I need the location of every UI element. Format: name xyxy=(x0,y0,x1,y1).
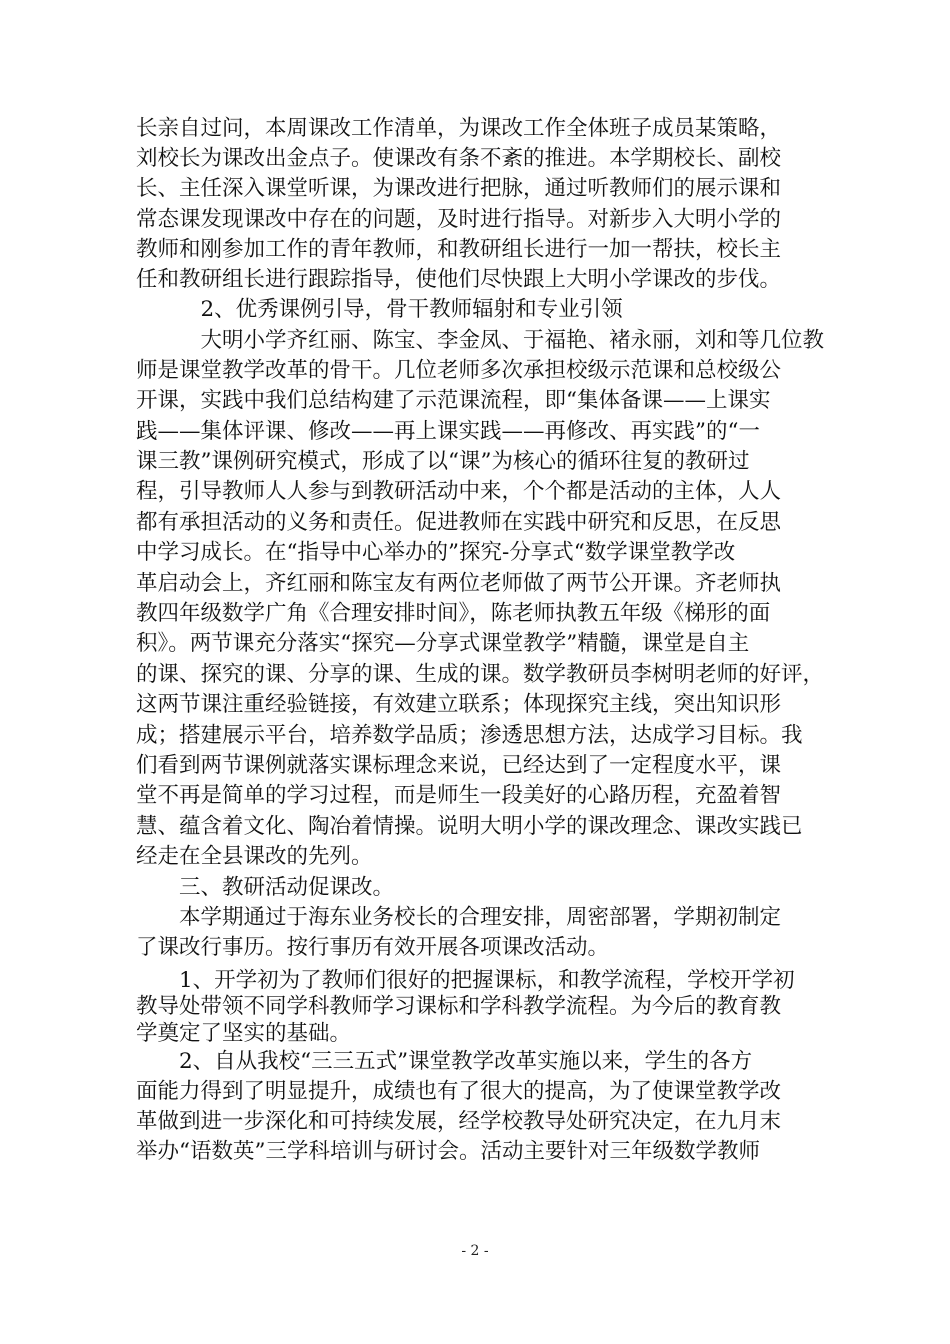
text-line: 都有承担活动的义务和责任。促进教师在实践中研究和反思，在反思 xyxy=(136,509,782,535)
section-excellent-lessons xyxy=(136,295,826,964)
text-line: 刘校长为课改出金点子。使课改有条不紊的推进。本学期校长、副校 xyxy=(136,146,782,172)
text-line: 学奠定了坚实的基础。 xyxy=(136,1020,352,1046)
text-line: 长亲自过问，本周课改工作清单，为课改工作全体班子成员某策略， xyxy=(136,116,782,141)
page-number: - 2 - xyxy=(461,1243,489,1259)
text-line: 革做到进一步深化和可持续发展，经学校教导处研究决定，在九月末 xyxy=(136,1108,782,1134)
subsection-heading: 2、优秀课例引导，骨干教师辐射和专业引领 xyxy=(136,297,623,323)
text-line: 教师和刚参加工作的青年教师，和教研组长进行一加一帮扶，校长主 xyxy=(136,236,782,262)
text-line: 慧、蕴含着文化、陶冶着情操。说明大明小学的课改理念、课改实践已 xyxy=(136,813,803,839)
text-line: 革启动会上，齐红丽和陈宝友有两位老师做了两节公开课。齐老师执 xyxy=(136,570,782,596)
text-line: 教导处带领不同学科教师学习课标和学科教学流程。为今后的教育教 xyxy=(136,994,782,1020)
document-body xyxy=(136,114,826,1166)
section-heading: 三、教研活动促课改。 xyxy=(136,874,395,900)
text-line: 课三教”课例研究模式，形成了以“课”为核心的循环往复的教研过 xyxy=(136,449,750,475)
text-line: 常态课发现课改中存在的问题，及时进行指导。对新步入大明小学的 xyxy=(136,206,782,232)
text-line: 践——集体评课、修改——再上课实践——再修改、再实践”的“一 xyxy=(136,418,760,444)
paragraph-item-2 xyxy=(136,1047,826,1166)
text-line: 长、主任深入课堂听课，为课改进行把脉，通过听教师们的展示课和 xyxy=(136,176,782,202)
text-line: 开课，实践中我们总结构建了示范课流程，即“集体备课——上课实 xyxy=(136,388,771,414)
text-line: 这两节课注重经验链接，有效建立联系；体现探究主线，突出知识形 xyxy=(136,692,782,718)
text-line: 1、开学初为了教师们很好的把握课标，和教学流程，学校开学初 xyxy=(136,967,795,993)
text-line: 了课改行事历。按行事历有效开展各项课改活动。 xyxy=(136,935,610,961)
text-line: 堂不再是简单的学习过程，而是师生一段美好的心路历程，充盈着智 xyxy=(136,783,782,809)
text-line: 2、自从我校“三三五式”课堂教学改革实施以来，学生的各方 xyxy=(136,1049,753,1075)
text-line: 师是课堂教学改革的骨干。几位老师多次承担校级示范课和总校级公 xyxy=(136,357,782,383)
text-line: 积》。两节课充分落实“探究—分享式课堂教学”精髓，课堂是自主 xyxy=(136,631,750,657)
text-line: 教四年级数学广角《合理安排时间》，陈老师执教五年级《梯形的面 xyxy=(136,601,771,627)
text-line: 面能力得到了明显提升，成绩也有了很大的提高，为了使课堂教学改 xyxy=(136,1079,782,1105)
text-line: 经走在全县课改的先列。 xyxy=(136,844,373,870)
text-line: 举办“语数英”三学科培训与研讨会。活动主要针对三年级数学教师 xyxy=(136,1138,760,1164)
paragraph-item-1 xyxy=(136,964,826,1048)
text-line: 的课、探究的课、分享的课、生成的课。数学教研员李树明老师的好评， xyxy=(136,661,825,687)
text-line: 成；搭建展示平台，培养数学品质；渗透思想方法，达成学习目标。我 xyxy=(136,722,803,748)
text-line: 大明小学齐红丽、陈宝、李金凤、于福艳、褚永丽，刘和等几位教 xyxy=(136,327,825,353)
paragraph-leadership xyxy=(136,114,826,295)
text-line: 程，引导教师人人参与到教研活动中来，个个都是活动的主体，人人 xyxy=(136,479,782,505)
text-line: 本学期通过于海东业务校长的合理安排，周密部署，学期初制定 xyxy=(136,904,782,930)
text-line: 中学习成长。在“指导中心举办的”探究-分享式“数学课堂教学改 xyxy=(136,540,736,566)
text-line: 任和教研组长进行跟踪指导，使他们尽快跟上大明小学课改的步伐。 xyxy=(136,266,782,292)
text-line: 们看到两节课例就落实课标理念来说，已经达到了一定程度水平，课 xyxy=(136,752,782,778)
